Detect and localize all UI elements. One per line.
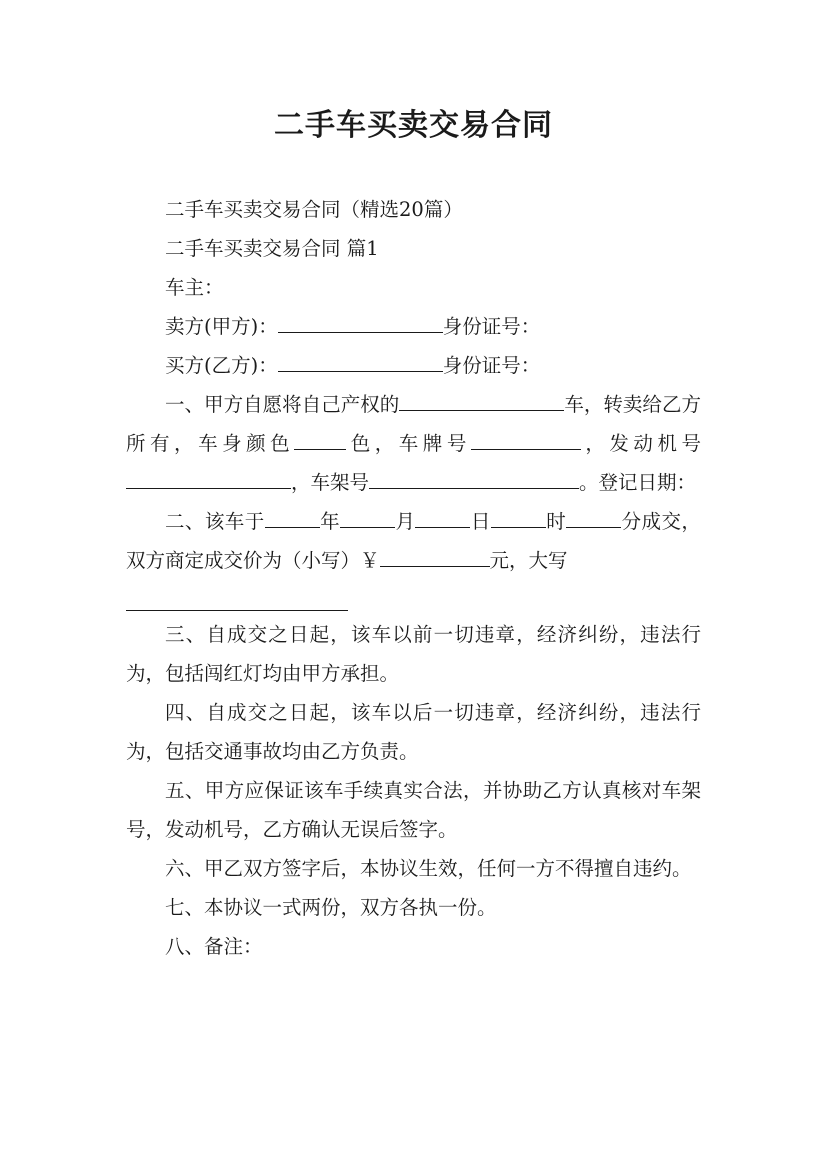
clause-6: 六、甲乙双方签字后，本协议生效，任何一方不得擅自违约。: [165, 857, 692, 880]
document-title: 二手车买卖交易合同: [274, 108, 553, 143]
buyer-line: [126, 346, 701, 385]
vin-blank: [369, 466, 579, 489]
clause-7: 七、本协议一式两份，双方各执一份。: [165, 896, 497, 919]
color-blank: [294, 427, 346, 450]
year-blank: [265, 505, 320, 528]
day-blank: [415, 505, 470, 528]
clause-1-text: 。登记日期：: [579, 471, 697, 494]
hour-blank: [491, 505, 546, 528]
month-blank: [340, 505, 395, 528]
clause-1: [126, 385, 701, 502]
clause-3: 三、自成交之日起，该车以前一切违章，经济纠纷，违法行为，包括闯红灯均由甲方承担。: [126, 623, 701, 685]
clause-2-text: 分成交，双方商定成交价为（小写）￥: [126, 510, 701, 572]
clause-2-text: 日: [470, 510, 491, 533]
section-title: 二手车买卖交易合同 篇1: [165, 237, 379, 260]
document-body: [126, 190, 701, 966]
clause-2-text: 年: [319, 510, 341, 533]
seller-id-label: 身份证号：: [442, 315, 541, 338]
minute-blank: [566, 505, 621, 528]
buyer-id-label: 身份证号：: [442, 354, 541, 377]
car-model-blank: [399, 388, 564, 411]
clause-8: 八、备注：: [165, 935, 263, 958]
subtitle: 二手车买卖交易合同（精选20篇）: [165, 198, 463, 221]
seller-label: 卖方(甲方)：: [165, 315, 278, 338]
clause-1-text: ，发动机号: [580, 432, 701, 455]
clause-4: 四、自成交之日起，该车以后一切违章，经济纠纷，违法行为，包括交通事故均由乙方负责。: [126, 701, 701, 763]
clause-1-text: ，车架号: [291, 471, 370, 494]
clause-2-text: 元，大写: [489, 549, 568, 572]
clause-1-text: 车，转卖给乙方所有，车身颜色: [126, 393, 701, 455]
seller-name-blank: [278, 310, 443, 333]
engine-number-blank: [126, 466, 291, 489]
buyer-name-blank: [278, 349, 443, 372]
clause-1-text: 一、甲方自愿将自己产权的: [165, 393, 400, 416]
buyer-label: 买方(乙方)：: [165, 354, 278, 377]
plate-blank: [471, 427, 581, 450]
clause-2-text: 月: [395, 510, 416, 533]
clause-1-text: 色，车牌号: [346, 432, 471, 455]
seller-line: [126, 307, 701, 346]
clause-2-text: 时: [545, 510, 567, 533]
clause-5: 五、甲方应保证该车手续真实合法，并协助乙方认真核对车架号，发动机号，乙方确认无误后签字。: [126, 779, 701, 841]
owner-line: 车主：: [165, 276, 224, 299]
price-figure-blank: [380, 544, 490, 567]
clause-2-text: 二、该车于: [165, 510, 265, 533]
clause-2: [126, 502, 701, 611]
price-words-blank: [126, 580, 348, 611]
